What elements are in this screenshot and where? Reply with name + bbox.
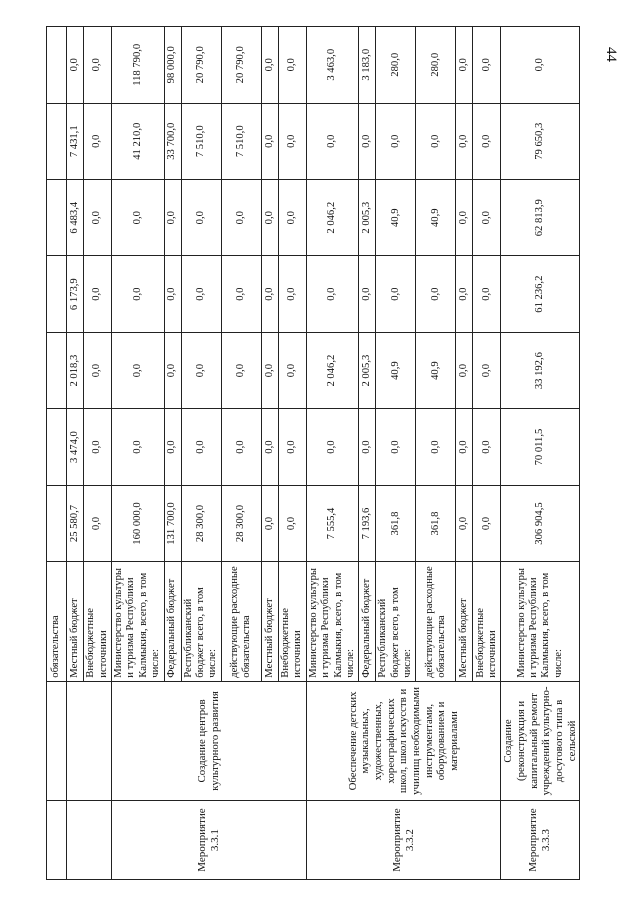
value-cell: 0,0 [376, 103, 416, 179]
value-cell: 0,0 [181, 332, 221, 408]
value-cell: 0,0 [376, 255, 416, 331]
value-cell: 0,0 [84, 485, 112, 561]
title-cell: Создание (реконструкция и капитальный ремонт учреждений культурно-досугового типа в сельской [501, 681, 580, 800]
value-cell: 0,0 [84, 179, 112, 255]
value-cell: 0,0 [112, 255, 165, 331]
value-cell: 0,0 [261, 485, 278, 561]
value-cell: 3 183,0 [359, 26, 376, 103]
source-cell: действующие расходные обязательства [221, 561, 261, 680]
value-cell: 6 483,4 [67, 179, 84, 255]
value-cell: 0,0 [416, 255, 456, 331]
value-cell: 306 904,5 [501, 485, 580, 561]
empty-cell [47, 103, 67, 179]
empty-cell [47, 255, 67, 331]
value-cell: 7 431,1 [67, 103, 84, 179]
value-cell: 0,0 [376, 408, 416, 484]
value-cell: 0,0 [112, 408, 165, 484]
value-cell: 280,0 [376, 26, 416, 103]
value-cell: 40,9 [416, 179, 456, 255]
source-cell: Республиканский бюджет всего, в том числе: [376, 561, 416, 680]
value-cell: 25 580,7 [67, 485, 84, 561]
value-cell: 0,0 [278, 179, 306, 255]
value-cell: 0,0 [473, 485, 501, 561]
table-row [112, 26, 165, 879]
value-cell: 0,0 [84, 26, 112, 103]
value-cell: 0,0 [261, 408, 278, 484]
value-cell: 6 173,9 [67, 255, 84, 331]
source-cell: Внебюджетные источники [473, 561, 501, 680]
value-cell: 118 790,0 [112, 26, 165, 103]
value-cell: 61 236,2 [501, 255, 580, 331]
measure-cell [47, 800, 67, 879]
source-cell: Министерство культуры и туризма Республики Калмыкия, всего, в том числе: [501, 561, 580, 680]
value-cell: 28 300,0 [181, 485, 221, 561]
value-cell: 0,0 [278, 103, 306, 179]
value-cell: 0,0 [306, 103, 359, 179]
value-cell: 79 650,3 [501, 103, 580, 179]
value-cell: 0,0 [473, 103, 501, 179]
value-cell: 0,0 [84, 103, 112, 179]
value-cell: 280,0 [416, 26, 456, 103]
measure-cell: Мероприятие 3.3.2 [306, 800, 501, 879]
value-cell: 70 011,5 [501, 408, 580, 484]
value-cell: 160 000,0 [112, 485, 165, 561]
value-cell: 0,0 [416, 103, 456, 179]
value-cell: 0,0 [473, 26, 501, 103]
table-row [67, 26, 84, 879]
value-cell: 33 192,6 [501, 332, 580, 408]
empty-cell [47, 26, 67, 103]
value-cell: 0,0 [221, 255, 261, 331]
value-cell: 0,0 [164, 408, 181, 484]
source-cell: Местный бюджет [456, 561, 473, 680]
value-cell: 0,0 [164, 255, 181, 331]
source-cell: Федеральный бюджет [164, 561, 181, 680]
value-cell: 0,0 [278, 332, 306, 408]
empty-cell [47, 485, 67, 561]
value-cell: 0,0 [261, 103, 278, 179]
value-cell: 0,0 [306, 255, 359, 331]
value-cell: 7 510,0 [181, 103, 221, 179]
value-cell: 0,0 [261, 179, 278, 255]
value-cell: 2 005,3 [359, 332, 376, 408]
value-cell: 0,0 [181, 255, 221, 331]
value-cell: 2 046,2 [306, 179, 359, 255]
value-cell: 40,9 [416, 332, 456, 408]
value-cell: 40,9 [376, 179, 416, 255]
table-row [501, 26, 580, 879]
value-cell: 0,0 [473, 179, 501, 255]
value-cell: 0,0 [261, 255, 278, 331]
value-cell: 28 300,0 [221, 485, 261, 561]
value-cell: 0,0 [359, 255, 376, 331]
value-cell: 0,0 [473, 332, 501, 408]
value-cell: 2 018,3 [67, 332, 84, 408]
value-cell: 0,0 [112, 179, 165, 255]
value-cell: 41 210,0 [112, 103, 165, 179]
value-cell: 40,9 [376, 332, 416, 408]
source-cell: Федеральный бюджет [359, 561, 376, 680]
value-cell: 62 813,9 [501, 179, 580, 255]
empty-cell [47, 408, 67, 484]
source-cell: Внебюджетные источники [278, 561, 306, 680]
empty-cell [47, 332, 67, 408]
value-cell: 3 463,0 [306, 26, 359, 103]
source-cell: Местный бюджет [67, 561, 84, 680]
title-cell [67, 681, 112, 800]
value-cell: 0,0 [278, 255, 306, 331]
empty-cell [47, 179, 67, 255]
value-cell: 3 474,0 [67, 408, 84, 484]
value-cell: 0,0 [456, 485, 473, 561]
value-cell: 0,0 [456, 332, 473, 408]
value-cell: 0,0 [278, 26, 306, 103]
value-cell: 0,0 [306, 408, 359, 484]
value-cell: 0,0 [501, 26, 580, 103]
title-cell [47, 681, 67, 800]
budget-table [46, 26, 580, 880]
measure-cell [67, 800, 112, 879]
value-cell: 0,0 [473, 408, 501, 484]
value-cell: 0,0 [278, 485, 306, 561]
measure-cell: Мероприятие 3.3.3 [501, 800, 580, 879]
measure-cell: Мероприятие 3.3.1 [112, 800, 307, 879]
value-cell: 0,0 [164, 332, 181, 408]
value-cell: 0,0 [84, 255, 112, 331]
value-cell: 0,0 [278, 408, 306, 484]
source-cell: Министерство культуры и туризма Республики Калмыкия, всего, в том числе: [112, 561, 165, 680]
value-cell: 361,8 [376, 485, 416, 561]
value-cell: 7 510,0 [221, 103, 261, 179]
value-cell: 0,0 [416, 408, 456, 484]
value-cell: 0,0 [456, 255, 473, 331]
title-cell: Обеспечение детских музыкальных, художественных, хореографических школ, школ искусств и училищ необходимыми инструментами, оборудованием и материалами [306, 681, 501, 800]
value-cell: 0,0 [221, 332, 261, 408]
source-cell: Внебюджетные источники [84, 561, 112, 680]
value-cell: 98 000,0 [164, 26, 181, 103]
source-cell: действующие расходные обязательства [416, 561, 456, 680]
value-cell: 7 555,4 [306, 485, 359, 561]
table-row [306, 26, 359, 879]
value-cell: 0,0 [456, 179, 473, 255]
value-cell: 0,0 [261, 332, 278, 408]
table-row-top [47, 26, 67, 879]
value-cell: 7 193,6 [359, 485, 376, 561]
page-number: 44 [603, 47, 619, 62]
value-cell: 0,0 [67, 26, 84, 103]
value-cell: 0,0 [181, 408, 221, 484]
value-cell: 0,0 [84, 332, 112, 408]
source-cell: Местный бюджет [261, 561, 278, 680]
value-cell: 0,0 [164, 179, 181, 255]
source-cell: Министерство культуры и туризма Республики Калмыкия, всего, в том числе: [306, 561, 359, 680]
value-cell: 0,0 [84, 408, 112, 484]
value-cell: 0,0 [456, 103, 473, 179]
value-cell: 33 700,0 [164, 103, 181, 179]
value-cell: 2 046,2 [306, 332, 359, 408]
value-cell: 0,0 [359, 408, 376, 484]
value-cell: 20 790,0 [181, 26, 221, 103]
source-cell: Республиканский бюджет всего, в том числе: [181, 561, 221, 680]
value-cell: 0,0 [473, 255, 501, 331]
value-cell: 0,0 [359, 103, 376, 179]
value-cell: 0,0 [261, 26, 278, 103]
title-cell: Создание центров культурного развития [112, 681, 307, 800]
value-cell: 0,0 [112, 332, 165, 408]
source-cell: обязательства [47, 561, 67, 680]
value-cell: 20 790,0 [221, 26, 261, 103]
value-cell: 131 700,0 [164, 485, 181, 561]
value-cell: 0,0 [221, 408, 261, 484]
value-cell: 0,0 [456, 408, 473, 484]
value-cell: 0,0 [221, 179, 261, 255]
value-cell: 0,0 [181, 179, 221, 255]
value-cell: 2 005,3 [359, 179, 376, 255]
rotated-page [46, 26, 594, 880]
value-cell: 0,0 [456, 26, 473, 103]
value-cell: 361,8 [416, 485, 456, 561]
